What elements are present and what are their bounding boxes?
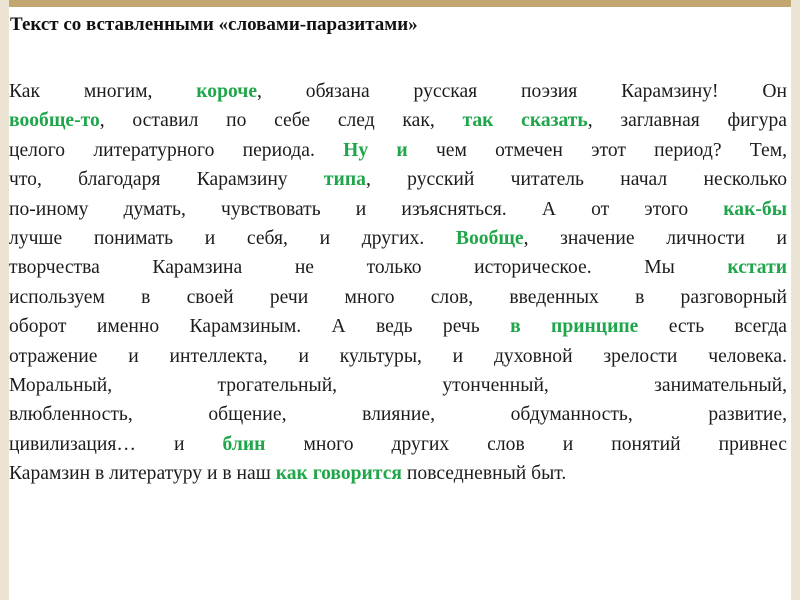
right-border: [791, 0, 800, 600]
filler-word-highlight: типа: [323, 169, 366, 191]
filler-word-highlight: в принципе: [510, 316, 639, 338]
text-segment: цивилизация… и: [9, 433, 223, 455]
filler-word-highlight: Ну и: [343, 139, 408, 161]
filler-word-highlight: как говорится: [275, 463, 403, 485]
filler-word-highlight: Вообще: [455, 228, 524, 250]
text-line: [9, 400, 787, 429]
text-line: [9, 106, 787, 135]
text-line: [9, 430, 787, 459]
text-segment: целого литературного периода.: [9, 139, 344, 161]
text-line: [9, 77, 787, 106]
text-segment: повседневный быт.: [402, 463, 567, 485]
filler-word-highlight: кстати: [727, 257, 787, 279]
text-segment: есть всегда: [638, 316, 788, 338]
text-line: [9, 283, 787, 312]
text-line: [9, 253, 787, 282]
text-segment: Моральный, трогательный, утонченный, занимательный,: [9, 375, 787, 397]
text-segment: много других слов и понятий привнес: [265, 433, 787, 455]
filler-word-highlight: так сказать: [462, 110, 588, 132]
text-segment: отражение и интеллекта, и культуры, и духовной зрелости человека.: [9, 345, 787, 367]
text-segment: Карамзин в литературу и в наш: [9, 463, 276, 485]
text-line: [9, 195, 787, 224]
text-line: [9, 371, 787, 400]
slide-title: Текст со вставленными «словами-паразитами»: [10, 14, 418, 35]
text-line: [9, 312, 787, 341]
text-line: [9, 459, 787, 488]
text-segment: по-иному думать, чувствовать и изъясняться. А от этого: [9, 198, 724, 220]
filler-word-highlight: блин: [222, 433, 266, 455]
filler-word-highlight: как-бы: [723, 198, 787, 220]
text-segment: влюбленность, общение, влияние, обдуманность, развитие,: [9, 404, 787, 426]
text-line: [9, 165, 787, 194]
filler-word-highlight: вообще-то: [9, 110, 100, 132]
text-line: [9, 224, 787, 253]
text-segment: , значение личности и: [523, 228, 787, 250]
filler-word-highlight: короче: [196, 81, 258, 102]
text-segment: чем отмечен этот период? Тем,: [407, 139, 787, 161]
text-segment: , обязана русская поэзия Карамзину! Он: [257, 81, 788, 102]
text-segment: , оставил по себе след как,: [99, 110, 463, 132]
text-segment: творчества Карамзина не только историческое. Мы: [9, 257, 728, 279]
text-line: [9, 342, 787, 371]
text-segment: лучше понимать и себя, и других.: [9, 228, 456, 250]
text-body: [9, 77, 787, 489]
left-border: [0, 0, 9, 600]
text-segment: , русский читатель начал несколько: [365, 169, 787, 191]
text-line: [9, 136, 787, 165]
text-segment: оборот именно Карамзиным. А ведь речь: [9, 316, 511, 338]
text-segment: Как многим,: [9, 81, 197, 102]
text-segment: , заглавная фигура: [587, 110, 787, 132]
text-segment: что, благодаря Карамзину: [9, 169, 324, 191]
text-segment: используем в своей речи много слов, введенных в разговорный: [9, 286, 787, 308]
top-accent-stripe: [0, 0, 800, 7]
